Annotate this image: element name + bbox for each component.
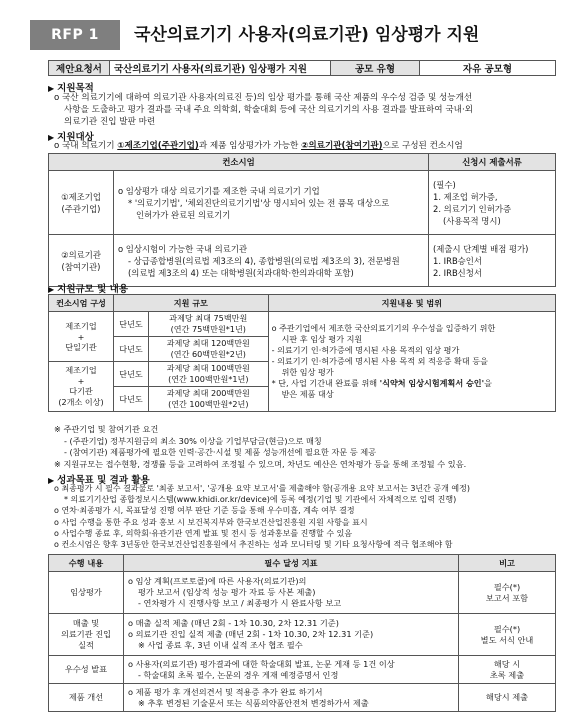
triangle-icon: ▶	[48, 476, 55, 485]
outcome-table: 수행 내용 필수 달성 지표 비고 임상평가 o 임상 계획(프로토콜)에 따른 사용자(의료기관)의 평가 보고서 (임상적 성능 평가 자료 등 사본 제출) - 연차평가 시 진행사항 보고 / 최종평가 시 완료사항 보고 필수(*) 보고서 포함 매출 및 의료기관 진입 실적 o 매출 실적 제출 (매년 2회 - 1차 10.30, 2차 12.31 기준) o 의료기관 진입 실적 제출 (매년 2회 - 1차 10.30, 2차 12.31 기준) ※ 사업 종료 후, 3년 이내 실적 조사 협조 필수 필수(*) 별도 서식 안내 우수성 발표 o 사용자(의료기관) 평가결과에 대한 학술대회 발표, 논문 게재 등 1건 이상 - 학술대회 초록 필수, 논문의 경우 게재 예정증명서 인정 해당 시 초록 제출 제품 개선 o 제품 평가 후 개선의견서 및 적용증 추가 완료 하기서 ※ 추후 변경된 기술문서 또는 식품의약품안전처 변경하가서 제출 해당시 제출	[48, 554, 556, 712]
purpose-heading: ▶ 지원목적	[48, 83, 94, 94]
table-row: 매출 및 의료기관 진입 실적 o 매출 실적 제출 (매년 2회 - 1차 10.30, 2차 12.31 기준) o 의료기관 진입 실적 제출 (매년 2회 - 1차 10.30, 2차 12.31 기준) ※ 사업 종료 후, 3년 이내 실적 조사 협조 필수 필수(*) 별도 서식 안내	[49, 614, 556, 656]
table-row: ①제조기업 (주관기업) o 임상평가 대상 의료기기를 제조한 국내 의료기기 기업 * '의료기기법', '체외진단의료기기법'상 명시되어 있는 전 품목 대상으로 인허가가 완료된 의료기기 (필수) 1. 제조업 허가증, 2. 의료기기 인허가증 (사용목적 명시)	[49, 171, 556, 235]
table-row: 제품 개선 o 제품 평가 후 개선의견서 및 적용증 추가 완료 하기서 ※ 추후 변경된 기술문서 또는 식품의약품안전처 변경하가서 제출 해당시 제출	[49, 684, 556, 712]
rfp-header	[30, 20, 566, 50]
proposal-value: 국산의료기기 사용자(의료기관) 임상평가 지원	[110, 61, 331, 76]
table-row: 제조기업 + 단일기관 단년도 과제당 최대 75백만원 (연간 75백만원*1년) o 주관기업에서 제조한 국산의료기기의 우수성을 입증하기 위한 시판 후 임상 평가 지원 - 의료기기 인·허가증에 명시된 사용 목적의 임상 평가 - 의료기기 인·허가증에 명시된 사용 목적 외 적응증 확대 등을 위한 임상 평가 * 단, 사업 기간내 완료를 위해 '식약처 임상시험계획서 승인'을 받은 제품 대상	[49, 312, 556, 337]
type-label: 공모 유형	[331, 61, 420, 76]
triangle-icon: ▶	[48, 84, 55, 93]
outcome-text: o 최종평가 시 필수 결과물로 '최종 보고서', '공개용 요약 보고서'를 제출해야 함(공개용 요약 보고서는 3년간 공개 예정) * 의료기기산업 종합정보시스템(www.khidi.or.kr/device)에 등록 예정(기업 및 기관에서 자체적으로 입력 진행) o 연차·최종평가 시, 목표달성 진행 여부 판단 기준 등을 통해 우수미흡, 계속 여부 결정 o 사업 수행을 통한 주요 성과 홍보 시 보건복지부와 한국보건산업진흥원 지원 사항을 표시 o 사업수행 종료 후, 의학회·유관기관 연계 발표 및 전시 등 성과홍보를 진행할 수 있음 o 컨소시엄은 향후 3년동안 한국보건산업진흥원에서 추진하는 성과 모니터링 및 기타 요청사항에 적극 협조해야 함	[54, 484, 471, 550]
table-row: ②의료기관 (참여기관) o 임상시험이 가능한 국내 의료기관 - 상급종합병원(의료법 제3조의 4), 종합병원(의료법 제3조의 3), 전문병원 (의료법 제3조의 4) 또는 대학병원(치과대학·한의과대학 포함) (제출시 단계별 배점 평가) 1. IRB승인서 2. IRB신청서	[49, 235, 556, 287]
triangle-icon: ▶	[48, 133, 55, 142]
col-docs: 신청시 제출서류	[429, 154, 556, 171]
scale-notes: ※ 주관기업 및 참여기관 요건 - (주관기업) 정부지원금의 최소 30% 이상을 기업부담금(현금)으로 매칭 - (참여기관) 제품평가에 필요한 인력·공간·시설 및 제품 성능개선에 필요한 자문 등 제공 ※ 지원규모는 접수현황, 경쟁률 등을 고려하여 조정될 수 있으며, 차년도 예산은 연차평가 등을 통해 조정될 수 있음.	[54, 424, 467, 469]
scale-heading: ▶ 지원규모 및 내용	[48, 284, 129, 295]
outcome-heading: ▶ 성과목표 및 결과 활용	[48, 475, 150, 486]
target-heading: ▶ 지원대상	[48, 132, 94, 143]
table-row: 다년도 과제당 최대 120백만원 (연간 60백만원*2년)	[49, 337, 556, 362]
table-row: 임상평가 o 임상 계획(프로토콜)에 따른 사용자(의료기관)의 평가 보고서 (임상적 성능 평가 자료 등 사본 제출) - 연차평가 시 진행사항 보고 / 최종평가 시 완료사항 보고 필수(*) 보고서 포함	[49, 572, 556, 614]
col-consortium: 컨소시엄	[49, 154, 429, 171]
proposal-info-table	[48, 60, 556, 76]
target-table	[48, 153, 556, 287]
type-value: 자유 공모형	[420, 61, 556, 76]
target-intro: o 국내 의료기기 ①제조기업(주관기업)과 제품 임상평가가 가능한 ②의료기관(참여기관)으로 구성된 컨소시엄	[54, 141, 463, 151]
table-row: 제조기업 + 다기관 (2개소 이상) 단년도 과제당 최대 100백만원 (연간 100백만원*1년)	[49, 362, 556, 387]
proposal-label: 제안요청서	[49, 61, 110, 76]
purpose-text: o 국산 의료기기에 대하여 의료기관 사용자(의료진 등)의 임상 평가를 통해 국산 제품의 우수성 검증 및 성능개선 사항을 도출하고 평가 결과를 국내 주요 의학회, 학술대회 등에 국산 의료기기의 사용 결과를 발표하여 국내·외 의료기관 진입 발판 마련	[54, 93, 473, 127]
table-row: 우수성 발표 o 사용자(의료기관) 평가결과에 대한 학술대회 발표, 논문 게재 등 1건 이상 - 학술대회 초록 필수, 논문의 경우 게재 예정증명서 인정 해당 시 초록 제출	[49, 656, 556, 684]
rfp-badge: RFP 1	[30, 20, 120, 50]
page-title: 국산의료기기 사용자(의료기관) 임상평가 지원	[134, 25, 480, 45]
scale-table: 컨소시엄 구성 지원 규모 지원내용 및 범위 제조기업 + 단일기관 단년도 과제당 최대 75백만원 (연간 75백만원*1년) o 주관기업에서 제조한 국산의료기기의 우수성을 입증하기 위한 시판 후 임상 평가 지원 - 의료기기 인·허가증에 명시된 사용 목적의 임상 평가 - 의료기기 인·허가증에 명시된 사용 목적 외 적응증 확대 등을 위한 임상 평가 * 단, 사업 기간내 완료를 위해 '식약처 임상시험계획서 승인'을 받은 제품 대상 다년도 과제당 최대 120백만원 (연간 60백만원*2년) 제조기업 + 다기관 (2개소 이상) 단년도 과제당 최대 100백만원 (연간 100백만원*1년) 다년도 과제당 최대 200백만원 (연간 100백만원*2년)	[48, 294, 556, 412]
scale-content: o 주관기업에서 제조한 국산의료기기의 우수성을 입증하기 위한 시판 후 임상 평가 지원 - 의료기기 인·허가증에 명시된 사용 목적의 임상 평가 - 의료기기 인·허가증에 명시된 사용 목적 외 적응증 확대 등을 위한 임상 평가 * 단, 사업 기간내 완료를 위해 '식약처 임상시험계획서 승인'을 받은 제품 대상	[268, 312, 555, 412]
triangle-icon: ▶	[48, 285, 55, 294]
table-row: 다년도 과제당 최대 200백만원 (연간 100백만원*2년)	[49, 387, 556, 412]
